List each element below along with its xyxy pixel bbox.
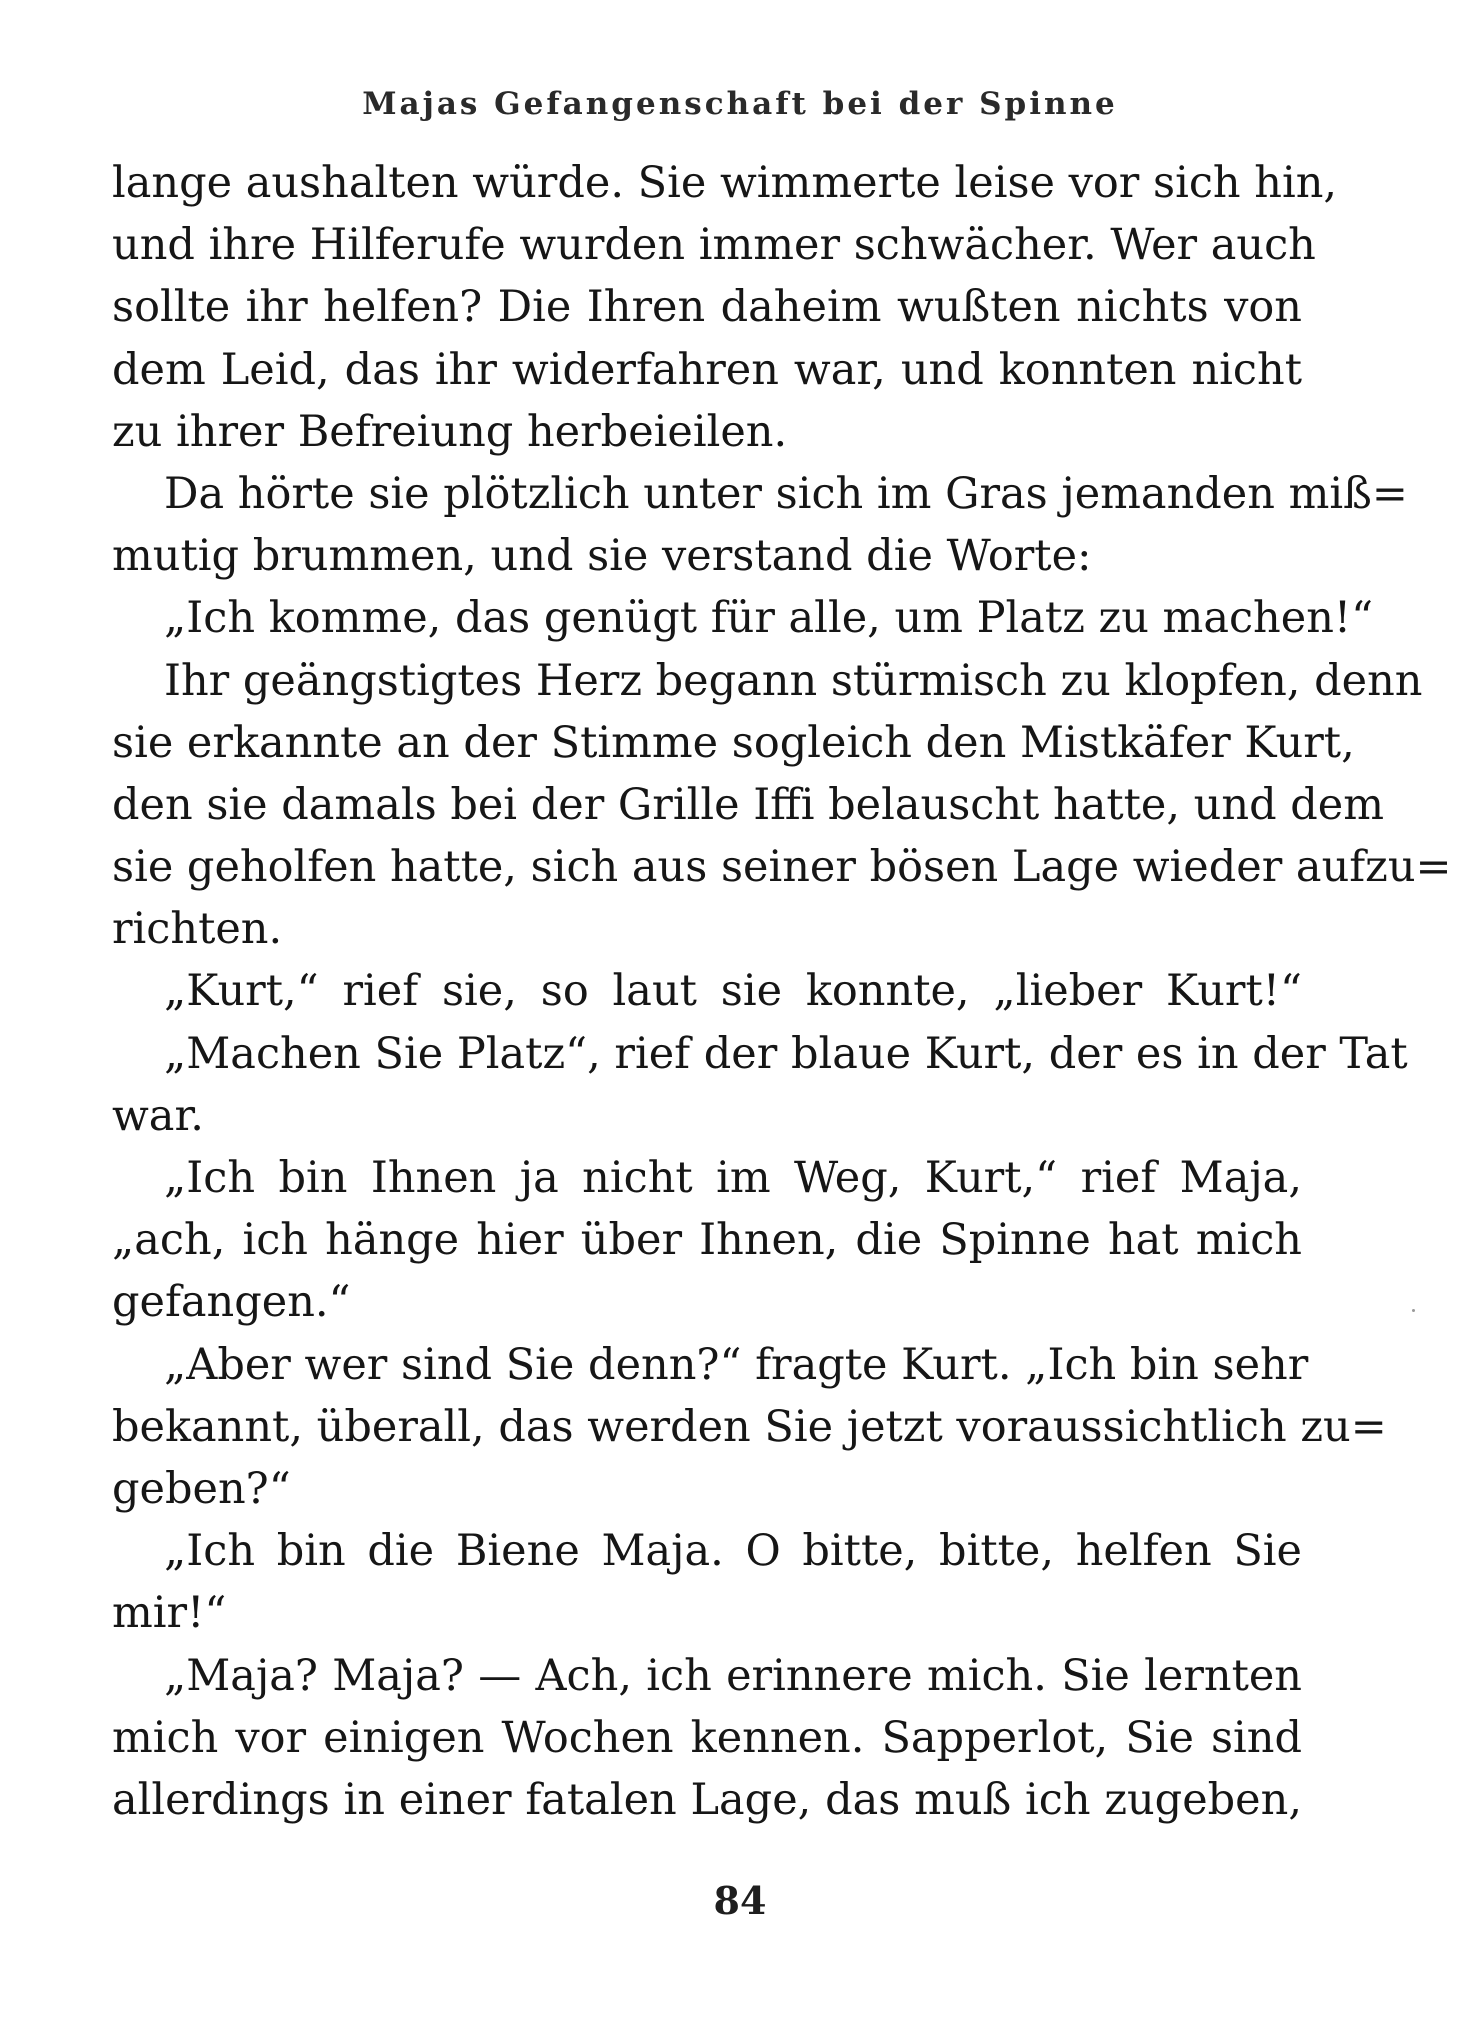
paper-speck [1412,1309,1415,1312]
text-line: sollte ihr helfen? Die Ihren daheim wußten nichts von [112,282,1302,333]
text-line: mutig brummen, und sie verstand die Worte: [112,531,1092,582]
text-line: „Maja? Maja? — Ach, ich erinnere mich. Sie lernten [164,1650,1302,1701]
text-line: war. [112,1090,204,1141]
text-line: Da hörte sie plötzlich unter sich im Gras jemanden miß= [164,468,1408,519]
running-head: Majas Gefangenschaft bei der Spinne [362,86,1118,122]
text-line: dem Leid, das ihr widerfahren war, und konnten nicht [112,344,1302,395]
text-line: sie geholfen hatte, sich aus seiner bösen Lage wieder aufzu= [112,842,1452,893]
text-line: und ihre Hilferufe wurden immer schwächer. Wer auch [112,220,1316,271]
text-line: geben?“ [112,1463,291,1514]
text-line: mir!“ [112,1588,227,1639]
text-line: „Aber wer sind Sie denn?“ fragte Kurt. „Ich bin sehr [164,1339,1309,1390]
text-line: lange aushalten würde. Sie wimmerte leise vor sich hin, [112,158,1338,208]
text-line: „ach, ich hänge hier über Ihnen, die Spinne hat mich [112,1215,1302,1266]
text-line: Ihr geängstigtes Herz begann stürmisch zu klopfen, denn [164,655,1423,706]
text-line: „Machen Sie Platz“, rief der blaue Kurt, der es in der Tat [164,1028,1408,1079]
text-line: „Ich bin die Biene Maja. O bitte, bitte, helfen Sie [164,1526,1302,1577]
text-line: allerdings in einer fatalen Lage, das muß ich zugeben, [112,1774,1302,1825]
text-line: zu ihrer Befreiung herbeieilen. [112,406,788,457]
body-text [112,152,1452,1831]
text-line: mich vor einigen Wochen kennen. Sapperlot, Sie sind [112,1712,1302,1763]
text-line: „Ich komme, das genügt für alle, um Platz zu machen!“ [164,593,1374,644]
text-line: richten. [112,904,283,955]
text-line: „Ich bin Ihnen ja nicht im Weg, Kurt,“ rief Maja, [164,1153,1302,1203]
text-line: „Kurt,“ rief sie, so laut sie konnte, „lieber Kurt!“ [164,966,1302,1017]
text-line: gefangen.“ [112,1277,351,1328]
text-line: den sie damals bei der Grille Iffi belauscht hatte, und dem [112,779,1385,830]
page-number: 84 [713,1878,767,1923]
text-line: bekannt, überall, das werden Sie jetzt voraussichtlich zu= [112,1401,1387,1452]
text-line: sie erkannte an der Stimme sogleich den Mistkäfer Kurt, [112,717,1355,768]
